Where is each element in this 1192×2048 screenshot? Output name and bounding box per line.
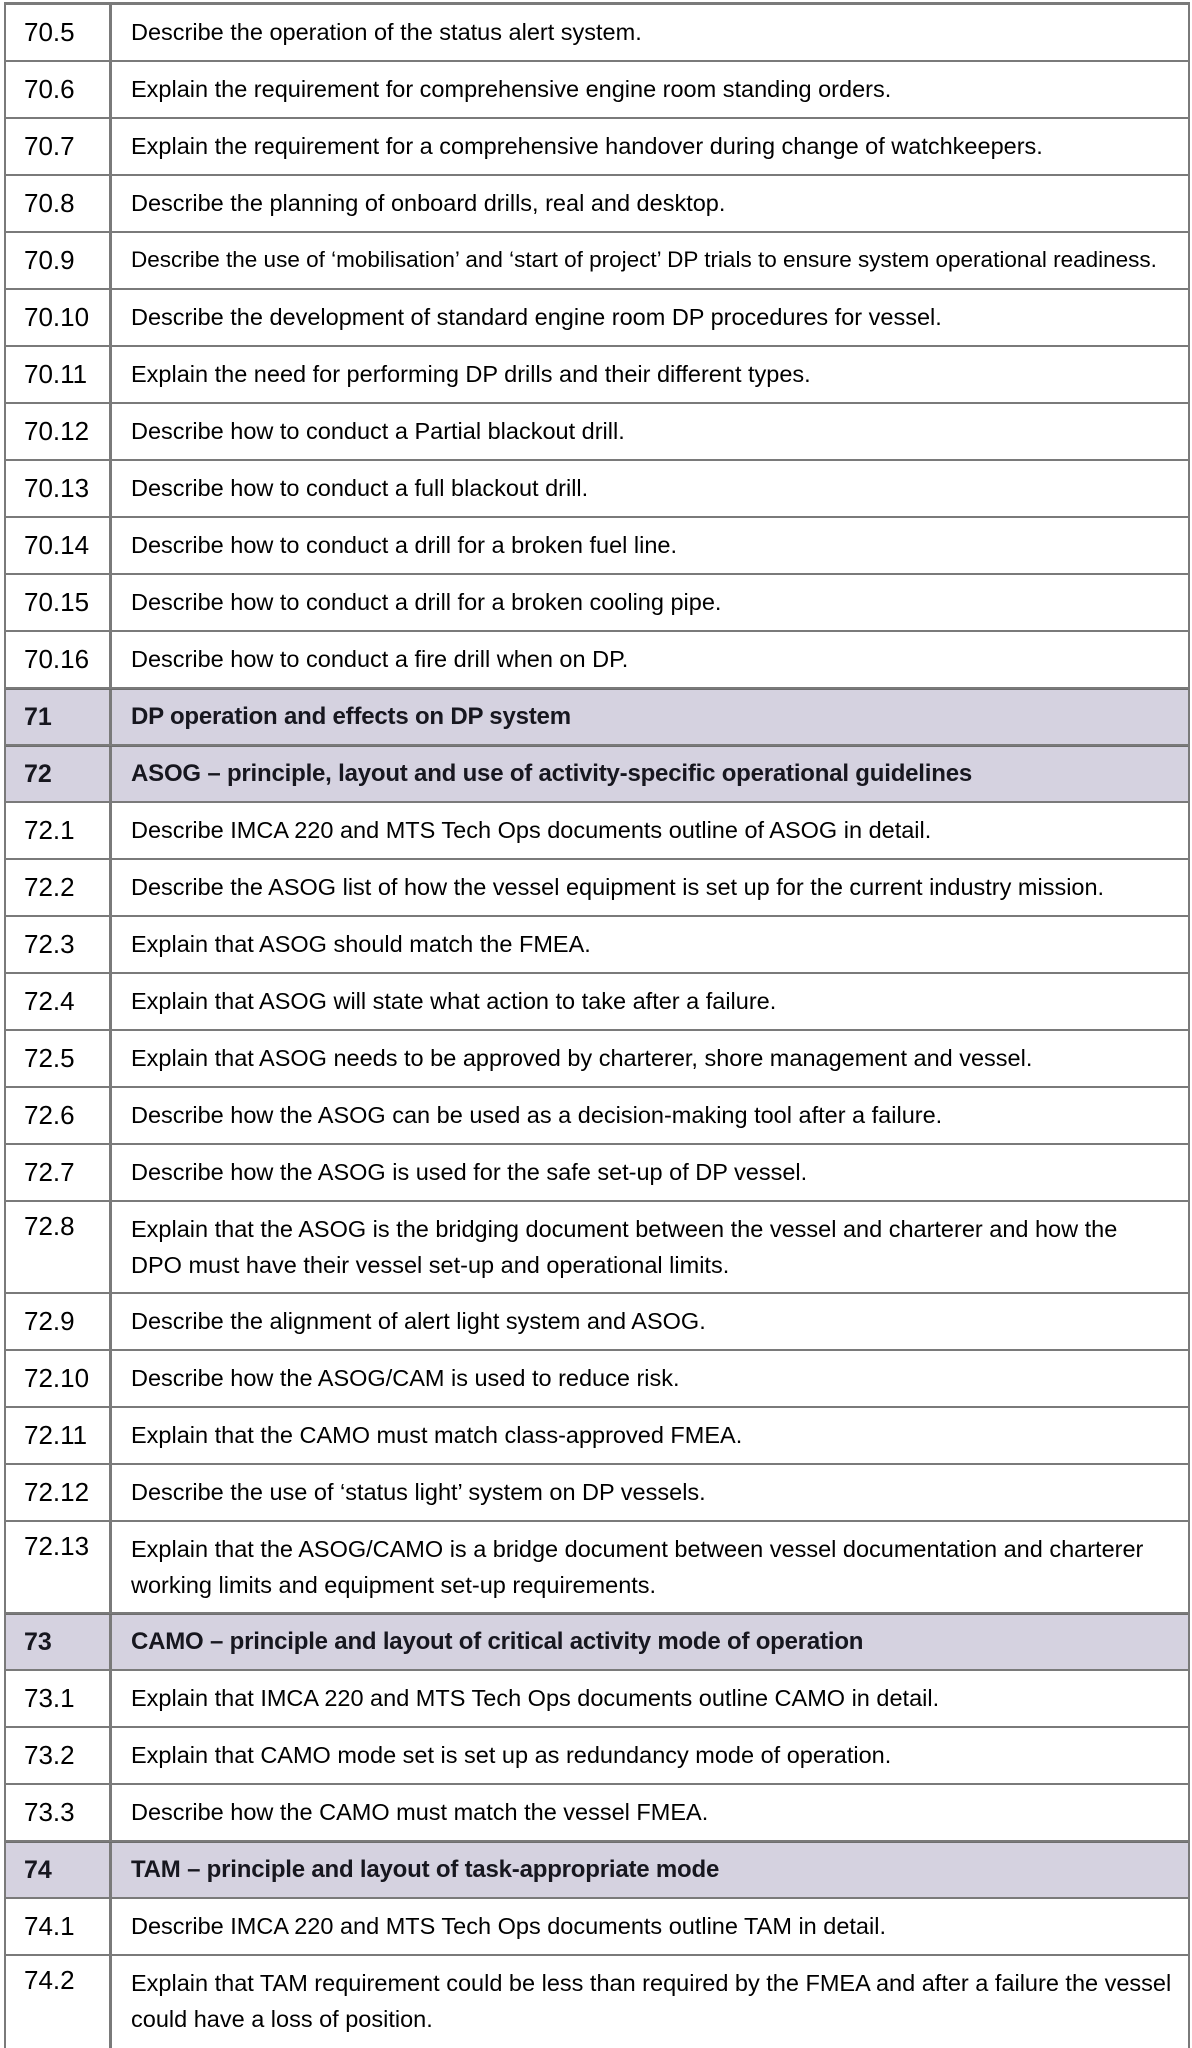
table-row	[6, 1465, 1188, 1522]
row-description: ASOG – principle, layout and use of activity-specific operational guidelines	[131, 760, 972, 788]
section-header-row	[6, 1614, 1188, 1671]
table-row	[6, 5, 1188, 62]
row-description: Describe how to conduct a full blackout drill.	[131, 475, 589, 502]
table-row	[6, 62, 1188, 119]
row-description-cell	[112, 575, 1188, 630]
table-row	[6, 1351, 1188, 1408]
table-row	[6, 860, 1188, 917]
row-number: 74.2	[6, 1956, 112, 2048]
row-number: 70.11	[6, 347, 112, 402]
table-row	[6, 1294, 1188, 1351]
table-row	[6, 119, 1188, 176]
row-description-cell	[112, 1671, 1188, 1726]
row-number: 72.2	[6, 860, 112, 915]
row-description: TAM – principle and layout of task-appropriate mode	[131, 1856, 720, 1884]
row-description: Describe how the ASOG is used for the safe set-up of DP vessel.	[131, 1159, 808, 1186]
row-description-cell	[112, 518, 1188, 573]
row-number: 72.5	[6, 1031, 112, 1086]
row-description-cell	[112, 747, 1188, 801]
row-number: 70.9	[6, 233, 112, 288]
row-description: Explain that the ASOG is the bridging document between the vessel and charterer and how the DPO must have their vessel set-up and operational limits.	[131, 1216, 1118, 1279]
table-row	[6, 803, 1188, 860]
row-number: 73.3	[6, 1785, 112, 1840]
row-description-cell	[112, 974, 1188, 1029]
table-row	[6, 1202, 1188, 1294]
row-description: Explain that CAMO mode set is set up as redundancy mode of operation.	[131, 1742, 892, 1769]
row-number: 70.15	[6, 575, 112, 630]
row-description: Describe how the ASOG can be used as a decision-making tool after a failure.	[131, 1102, 943, 1129]
row-description-cell	[112, 1202, 1188, 1292]
row-number: 72.1	[6, 803, 112, 858]
row-description-cell	[112, 803, 1188, 858]
row-description: Explain that the CAMO must match class-approved FMEA.	[131, 1422, 743, 1449]
row-description-cell	[112, 290, 1188, 345]
row-description-cell	[112, 1088, 1188, 1143]
row-description: Explain the requirement for a comprehensive handover during change of watchkeepers.	[131, 133, 1043, 160]
row-description: Explain the need for performing DP drills and their different types.	[131, 361, 811, 388]
row-description-cell	[112, 632, 1188, 687]
row-description-cell	[112, 1899, 1188, 1954]
row-description: DP operation and effects on DP system	[131, 703, 571, 731]
row-description-cell	[112, 176, 1188, 231]
row-number: 72.9	[6, 1294, 112, 1349]
row-description: Explain that TAM requirement could be less than required by the FMEA and after a failure the vessel could have a loss of position.	[131, 1970, 1172, 2033]
row-description-cell	[112, 347, 1188, 402]
table-row	[6, 1671, 1188, 1728]
row-number: 72.7	[6, 1145, 112, 1200]
row-description-cell	[112, 1956, 1188, 2048]
row-description-cell	[112, 1294, 1188, 1349]
row-description: Describe the planning of onboard drills, real and desktop.	[131, 190, 726, 217]
section-header-row	[6, 746, 1188, 803]
row-number: 71	[6, 690, 112, 744]
row-description-cell	[112, 1522, 1188, 1612]
row-number: 72.12	[6, 1465, 112, 1520]
row-number: 70.6	[6, 62, 112, 117]
row-number: 70.14	[6, 518, 112, 573]
row-description-cell	[112, 1785, 1188, 1840]
row-description: Describe the alignment of alert light system and ASOG.	[131, 1308, 706, 1335]
row-number: 72	[6, 747, 112, 801]
row-description: Describe how to conduct a drill for a broken cooling pipe.	[131, 589, 722, 616]
row-number: 72.13	[6, 1522, 112, 1612]
row-number: 70.8	[6, 176, 112, 231]
row-description-cell	[112, 690, 1188, 744]
row-description-cell	[112, 5, 1188, 60]
row-description: Explain that ASOG will state what action to take after a failure.	[131, 988, 777, 1015]
row-description-cell	[112, 233, 1188, 288]
row-number: 72.8	[6, 1202, 112, 1292]
row-description-cell	[112, 1728, 1188, 1783]
row-description-cell	[112, 461, 1188, 516]
table-row	[6, 1088, 1188, 1145]
row-description: Describe IMCA 220 and MTS Tech Ops documents outline of ASOG in detail.	[131, 817, 932, 844]
row-description-cell	[112, 1615, 1188, 1669]
table-row	[6, 632, 1188, 689]
table-row	[6, 1899, 1188, 1956]
row-description: Describe how to conduct a fire drill when on DP.	[131, 646, 629, 673]
row-description-cell	[112, 119, 1188, 174]
row-description-cell	[112, 1351, 1188, 1406]
section-header-row	[6, 689, 1188, 746]
row-description-cell	[112, 1465, 1188, 1520]
row-description: Describe the ASOG list of how the vessel equipment is set up for the current industry mission.	[131, 874, 1105, 901]
row-description-cell	[112, 1031, 1188, 1086]
row-number: 70.13	[6, 461, 112, 516]
row-description: Describe how to conduct a drill for a broken fuel line.	[131, 532, 678, 559]
row-description-cell	[112, 62, 1188, 117]
table-row	[6, 518, 1188, 575]
row-description: Describe how the ASOG/CAM is used to reduce risk.	[131, 1365, 680, 1392]
row-number: 72.6	[6, 1088, 112, 1143]
row-description: Describe the use of ‘mobilisation’ and ‘start of project’ DP trials to ensure system operational readiness.	[131, 247, 1157, 273]
row-description: Explain that the ASOG/CAMO is a bridge document between vessel documentation and charterer working limits and equipment set-up requirements.	[131, 1536, 1144, 1599]
table-row	[6, 1145, 1188, 1202]
table-row	[6, 1785, 1188, 1842]
row-description-cell	[112, 404, 1188, 459]
section-header-row	[6, 1842, 1188, 1899]
row-number: 70.12	[6, 404, 112, 459]
table-row	[6, 974, 1188, 1031]
row-number: 70.7	[6, 119, 112, 174]
row-description: Describe the development of standard engine room DP procedures for vessel.	[131, 304, 942, 331]
row-number: 72.11	[6, 1408, 112, 1463]
row-description: Describe the use of ‘status light’ system on DP vessels.	[131, 1479, 706, 1506]
row-description: CAMO – principle and layout of critical activity mode of operation	[131, 1628, 864, 1656]
table-row	[6, 1031, 1188, 1088]
row-number: 74	[6, 1843, 112, 1897]
table-row	[6, 575, 1188, 632]
row-description-cell	[112, 1145, 1188, 1200]
row-number: 70.10	[6, 290, 112, 345]
table-row	[6, 917, 1188, 974]
row-description: Describe how the CAMO must match the vessel FMEA.	[131, 1799, 709, 1826]
row-description: Describe IMCA 220 and MTS Tech Ops documents outline TAM in detail.	[131, 1913, 886, 1940]
row-number: 73	[6, 1615, 112, 1669]
table-row	[6, 461, 1188, 518]
row-number: 74.1	[6, 1899, 112, 1954]
table-row	[6, 347, 1188, 404]
row-description: Explain that IMCA 220 and MTS Tech Ops documents outline CAMO in detail.	[131, 1685, 940, 1712]
table-row	[6, 1522, 1188, 1614]
row-number: 73.1	[6, 1671, 112, 1726]
row-description: Describe how to conduct a Partial blackout drill.	[131, 418, 625, 445]
row-description: Explain that ASOG should match the FMEA.	[131, 931, 591, 958]
row-description-cell	[112, 1843, 1188, 1897]
row-description-cell	[112, 1408, 1188, 1463]
row-number: 72.10	[6, 1351, 112, 1406]
row-number: 72.4	[6, 974, 112, 1029]
row-number: 70.5	[6, 5, 112, 60]
row-description-cell	[112, 860, 1188, 915]
table-row	[6, 1956, 1188, 2048]
row-number: 70.16	[6, 632, 112, 687]
table-row	[6, 404, 1188, 461]
table-row	[6, 176, 1188, 233]
table-row	[6, 233, 1188, 290]
row-description: Describe the operation of the status alert system.	[131, 19, 642, 46]
row-number: 72.3	[6, 917, 112, 972]
row-description: Explain the requirement for comprehensive engine room standing orders.	[131, 76, 892, 103]
row-number: 73.2	[6, 1728, 112, 1783]
row-description: Explain that ASOG needs to be approved by charterer, shore management and vessel.	[131, 1045, 1033, 1072]
table-row	[6, 1408, 1188, 1465]
table-row	[6, 290, 1188, 347]
row-description-cell	[112, 917, 1188, 972]
table-row	[6, 1728, 1188, 1785]
syllabus-table	[4, 2, 1190, 2048]
